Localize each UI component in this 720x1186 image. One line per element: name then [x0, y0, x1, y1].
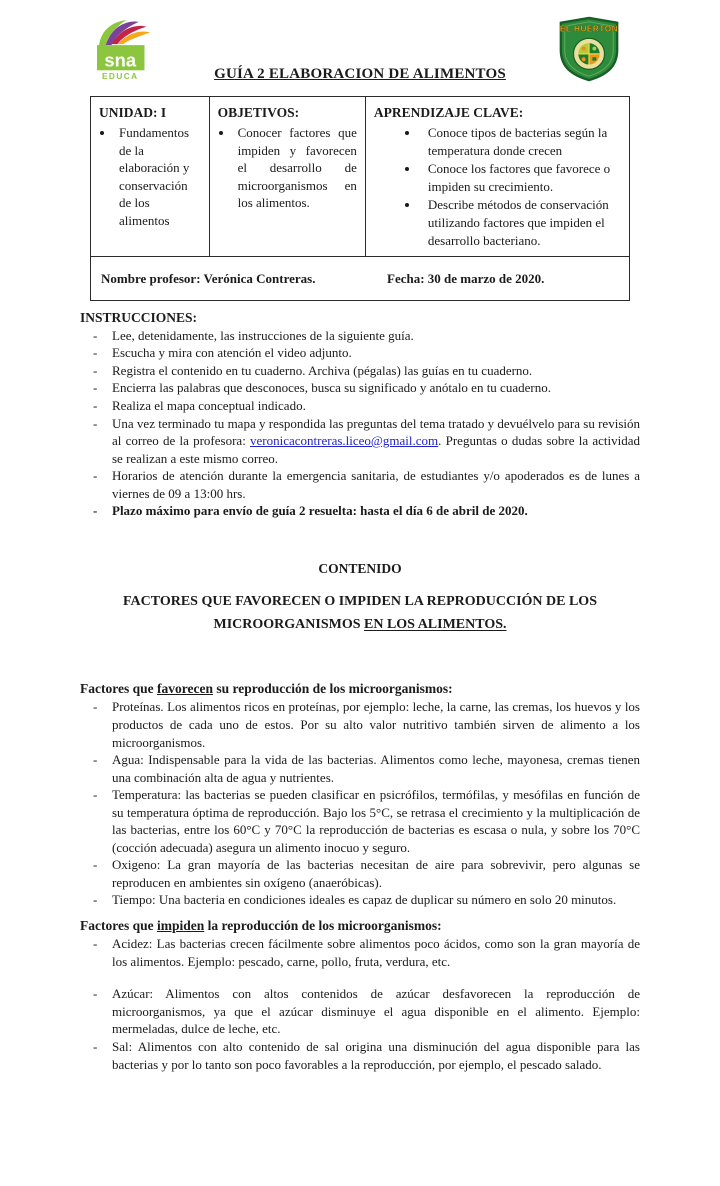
content-title-line2: MICROORGANISMOS [213, 617, 364, 633]
favor-section [80, 680, 640, 909]
impede-item: - Acidez: Las bacterias crecen fácilmente sobre alimentos poco ácidos, como son la gran mayoría de los alimentos. Ejemplo: pescado, carne, pollo, fruta, verdura, etc. [80, 935, 640, 970]
shield-tree-glyph [592, 47, 596, 51]
info-table-row-main [91, 97, 630, 257]
shield-sun-glyph [582, 46, 586, 50]
impede-heading-post: la reproducción de los microorganismos: [204, 918, 442, 934]
instructions-section [80, 309, 640, 520]
document-header [80, 0, 640, 96]
aprendizaje-item: • Conoce tipos de bacterias según la temperatura donde crecen [420, 124, 621, 159]
impede-heading [80, 917, 640, 935]
impede-item: - Sal: Alimentos con alto contenido de sal origina una disminución del agua disponible para las bacterias y por lo tanto son poco favorables a la reproducción, por ejemplo, el pescado salado. [80, 1038, 640, 1073]
email-item-pre: Una vez terminado tu mapa y respondida las preguntas del tema tratado y devuélvelo para su revisión al correo de la profesora: [112, 415, 640, 449]
unidad-cell [91, 97, 210, 257]
info-table [90, 96, 630, 301]
sna-educa-logo [94, 18, 162, 80]
unidad-heading: UNIDAD: I [99, 105, 167, 120]
favor-item: - Oxigeno: La gran mayoría de las bacterias necesitan de aire para sobrevivir, pero algunas se reproducen en ambientes sin oxígeno (anaeróbicas). [80, 856, 640, 891]
email-item-post: . Preguntas o dudas sobre la actividad se realizan a este mismo correo. [112, 433, 640, 466]
meta-cell [91, 257, 630, 301]
aprendizaje-item: • Conoce los factores que favorece o impiden su crecimiento. [420, 160, 621, 195]
aprendizaje-item: • Describe métodos de conservación utilizando factores que impiden el desarrollo bacteriano. [420, 196, 621, 249]
logo-subtext: EDUCA [102, 72, 139, 80]
impede-item: - Azúcar: Alimentos con altos contenidos de azúcar desfavorecen la reproducción de microorganismos, ya que el azúcar disminuye el agua disponible en el alimento. Ejemplo: mermeladas, dulce de leche, etc. [80, 985, 640, 1038]
instruction-item: - Lee, detenidamente, las instrucciones de la siguiente guía. [80, 327, 640, 345]
info-table-row-meta [91, 257, 630, 301]
instruction-item: - Realiza el mapa conceptual indicado. [80, 397, 640, 415]
favor-item: - Agua: Indispensable para la vida de las bacterias. Alimentos como leche, mayonesa, cremas tienen una combinación alta de agua y nutrientes. [80, 751, 640, 786]
instruction-item: - Escucha y mira con atención el video adjunto. [80, 344, 640, 362]
aprendizaje-list [374, 124, 621, 249]
favor-item: - Tiempo: Una bacteria en condiciones ideales es capaz de duplicar su número en solo 20 minutos. [80, 891, 640, 909]
favor-heading-pre: Factores que [80, 681, 157, 697]
impede-heading-pre: Factores que [80, 918, 157, 934]
professor-email-link[interactable]: veronicacontreras.liceo@gmail.com [250, 433, 439, 449]
favor-heading-underline: favorecen [157, 681, 213, 697]
favor-heading-post: su reproducción de los microorganismos: [212, 681, 453, 697]
unidad-list [99, 124, 201, 229]
instruction-item: - Registra el contenido en tu cuaderno. Archiva (pégalas) las guías en tu cuaderno. [80, 362, 640, 380]
shield-leaf-glyph [582, 57, 586, 61]
impede-section [80, 917, 640, 1073]
objetivos-list [218, 124, 357, 212]
instructions-heading: INSTRUCCIONES: [80, 309, 198, 325]
impede-heading-underline: impiden [157, 918, 205, 934]
favor-item: - Temperatura: las bacterias se pueden clasificar en psicrófilos, termófilas, y mesófilas en función de su temperatura óptima de reproducción. Bajo los 5°C, se retrasa el crecimiento y la multiplicación de las bacterias, entre los 60°C y 70°C la reproducción de bacterias es escasa o nula, y sobre los 70°C (cocción adecuada) asegura un alimento inocuo y seguro. [80, 786, 640, 856]
objetivos-heading: OBJETIVOS: [217, 105, 300, 120]
logo-text: sna [104, 49, 137, 71]
instruction-item-hours: - Horarios de atención durante la emergencia sanitaria, de estudiantes y/o apoderados es de lunes a viernes de 09 a 13:00 hrs. [80, 467, 640, 502]
instruction-item-deadline: - Plazo máximo para envío de guía 2 resuelta: hasta el día 6 de abril de 2020. [80, 502, 640, 520]
aprendizaje-heading: APRENDIZAJE CLAVE: [373, 105, 524, 120]
document-date: Fecha: 30 de marzo de 2020. [387, 271, 545, 287]
objetivos-cell [209, 97, 365, 257]
favor-item: - Proteínas. Los alimentos ricos en proteínas, por ejemplo: leche, la carne, las cremas, los huevos y los productos de cada uno de estos. Por su alto valor nutritivo también sirven de alimento a los microorganismos. [80, 698, 640, 751]
document-title: GUÍA 2 ELABORACION DE ALIMENTOS [214, 65, 506, 82]
content-title-line1: FACTORES QUE FAVORECEN O IMPIDEN LA REPRODUCCIÓN DE LOS [123, 594, 597, 610]
school-shield-logo [556, 16, 622, 82]
favor-heading [80, 680, 640, 698]
instruction-item-email [80, 415, 640, 468]
aprendizaje-cell [365, 97, 629, 257]
content-title [80, 590, 640, 636]
professor-name: Nombre profesor: Verónica Contreras. [101, 271, 316, 287]
shield-banner-text: EL HUERTON [559, 24, 619, 34]
objetivos-item: • Conocer factores que impiden y favorecen el desarrollo de microorganismos en los alimentos. [234, 124, 357, 212]
content-heading: CONTENIDO [318, 560, 402, 576]
content-title-underlined: EN LOS ALIMENTOS. [364, 617, 507, 633]
instruction-item: - Encierra las palabras que desconoces, busca su significado y anótalo en tu cuaderno. [80, 379, 640, 397]
unidad-item: • Fundamentos de la elaboración y conservación de los alimentos [115, 124, 201, 229]
shield-field-glyph [592, 57, 596, 60]
